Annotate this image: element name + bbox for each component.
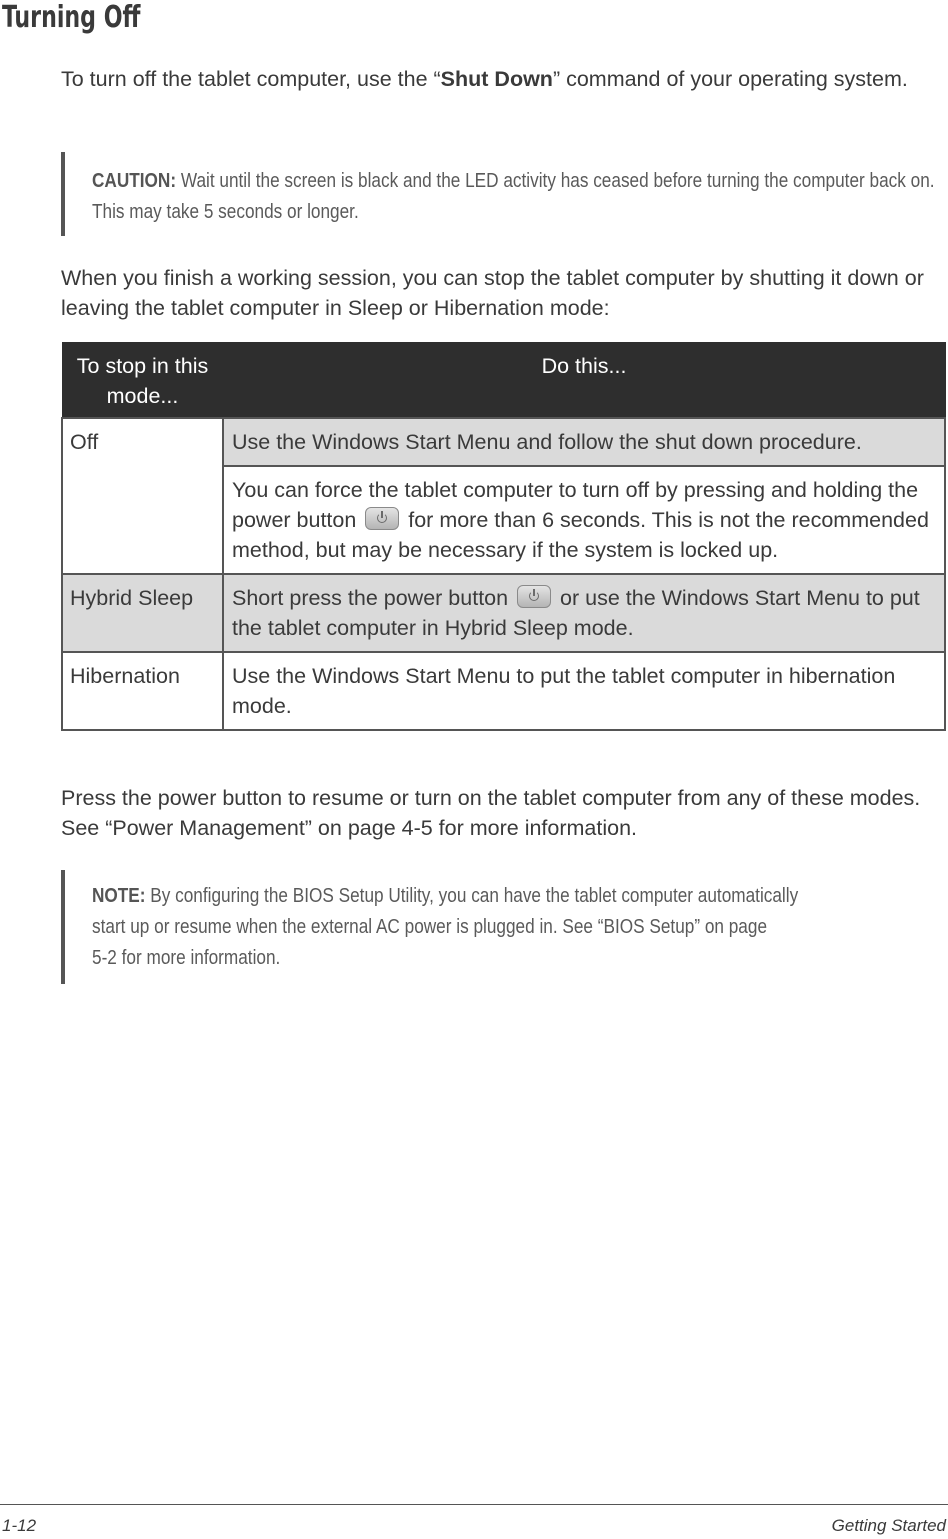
- footer-divider: [0, 1504, 948, 1505]
- footer-page-number: 1-12: [2, 1516, 37, 1535]
- action-hybrid-sleep: [223, 574, 945, 652]
- intro-paragraph: [61, 64, 931, 94]
- action-force-after: for more than 6 seconds. This is not the recommended method, but may be necessary if the system is locked up.: [232, 508, 929, 562]
- footer-section: Getting Started: [831, 1516, 946, 1535]
- table-row: [62, 418, 945, 466]
- action-force-before: You can force the tablet computer to turn off by pressing and holding the power button: [232, 478, 919, 532]
- header-mode: To stop in this mode...: [62, 343, 223, 419]
- mode-off: Off: [62, 418, 223, 574]
- shut-down-command: Shut Down: [440, 67, 553, 91]
- action-hibernation: Use the Windows Start Menu to put the tablet computer in hibernation mode.: [223, 652, 945, 730]
- note-line-1: By configuring the BIOS Setup Utility, you can have the tablet computer automatically: [145, 885, 799, 907]
- note-text: [92, 881, 943, 974]
- header-action: Do this...: [223, 343, 945, 419]
- action-hybrid-after: or use the Windows Start Menu to put the tablet computer in Hybrid Sleep mode.: [232, 586, 920, 640]
- intro-before: To turn off the tablet computer, use the “: [61, 67, 441, 91]
- intro-after: ” command of your operating system.: [552, 67, 908, 91]
- page-title: Turning Off: [2, 0, 141, 35]
- mode-hibernation: Hibernation: [62, 652, 223, 730]
- note-box: [61, 870, 937, 984]
- caution-text: [92, 166, 943, 228]
- note-label: NOTE:: [92, 885, 146, 907]
- table-header-row: [62, 343, 945, 419]
- action-off-force: [223, 466, 945, 574]
- action-off-menu: Use the Windows Start Menu and follow the shut down procedure.: [223, 418, 945, 466]
- table-row: [62, 652, 945, 730]
- action-hybrid-before: Short press the power button: [232, 586, 515, 610]
- resume-paragraph: Press the power button to resume or turn on the tablet computer from any of these modes. See “Power Management” on page 4-5 for more information.: [61, 786, 921, 840]
- caution-label: CAUTION:: [92, 170, 177, 192]
- table-row: [62, 574, 945, 652]
- caution-box: [61, 152, 937, 236]
- session-paragraph: When you finish a working session, you can stop the tablet computer by shutting it down or leaving the tablet computer in Sleep or Hibernation mode:: [61, 266, 924, 320]
- power-button-icon: [517, 585, 551, 608]
- mode-hybrid-sleep: Hybrid Sleep: [62, 574, 223, 652]
- note-line-3: 5-2 for more information.: [92, 947, 281, 969]
- caution-body: Wait until the screen is black and the LED activity has ceased before turning the computer back on. This may take 5 seconds or longer.: [92, 170, 935, 223]
- modes-table: [61, 342, 946, 731]
- note-line-2: start up or resume when the external AC power is plugged in. See “BIOS Setup” on page: [92, 916, 768, 938]
- power-button-icon: [365, 507, 399, 530]
